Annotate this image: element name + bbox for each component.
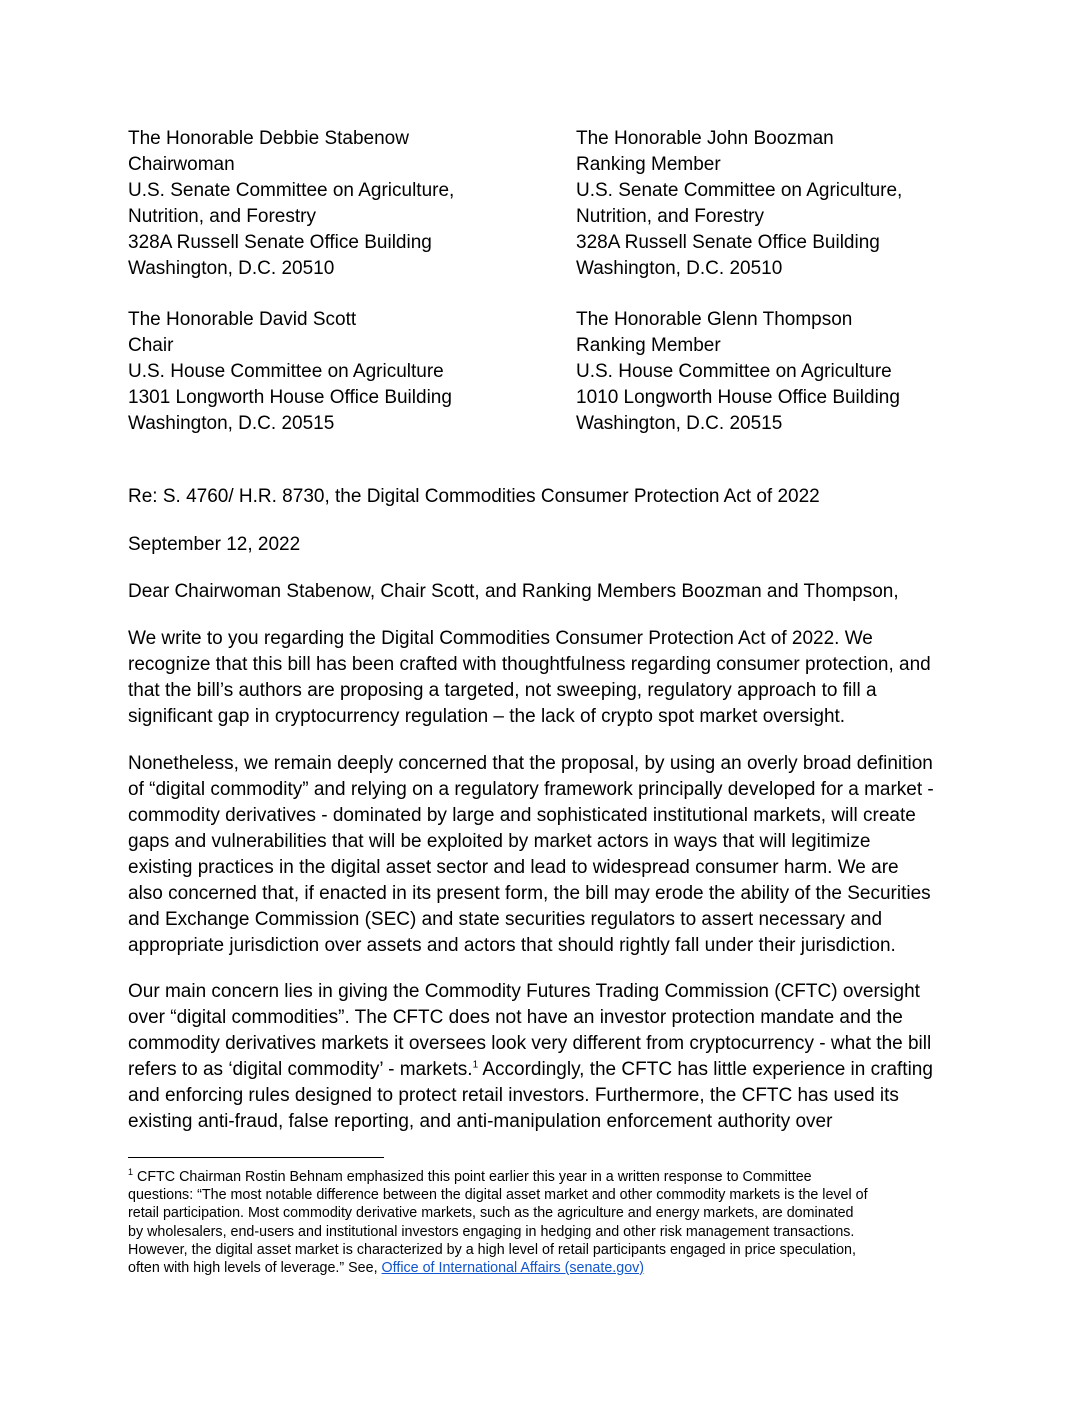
recipient-committee: U.S. Senate Committee on Agriculture, (576, 180, 903, 201)
paragraph-line: appropriate jurisdiction over assets and actors that should rightly fall under their jurisdiction. (128, 935, 896, 956)
footnote-1 (128, 1168, 968, 1277)
recipient-title: Ranking Member (576, 154, 721, 175)
recipient-office: 1301 Longworth House Office Building (128, 387, 452, 408)
paragraph-line: and Exchange Commission (SEC) and state securities regulators to assert necessary and (128, 909, 883, 930)
paragraph-line: commodity derivatives - dominated by large and sophisticated institutional markets, will create (128, 805, 916, 826)
paragraph-line: and enforcing rules designed to protect retail investors. Furthermore, the CFTC has used its (128, 1085, 899, 1106)
recipient-title: Ranking Member (576, 335, 721, 356)
recipient-name: The Honorable Glenn Thompson (576, 309, 853, 330)
paragraph-line: Our main concern lies in giving the Commodity Futures Trading Commission (CFTC) oversight (128, 981, 920, 1002)
recipient-name: The Honorable John Boozman (576, 128, 834, 149)
paragraph-line: recognize that this bill has been crafted with thoughtfulness regarding consumer protection, and (128, 654, 931, 675)
paragraph-line: commodity derivatives markets it oversees look very different from cryptocurrency - what the bill (128, 1033, 932, 1054)
recipient-name: The Honorable Debbie Stabenow (128, 128, 409, 149)
recipient-committee-cont: Nutrition, and Forestry (128, 206, 316, 227)
paragraph-line: gaps and vulnerabilities that will be exploited by market actors in ways that will legitimize (128, 831, 871, 852)
footnote-line: retail participation. Most commodity derivative markets, such as the agriculture and energy markets, are dominated (128, 1205, 854, 1222)
paragraph-line: over “digital commodities”. The CFTC does not have an investor protection mandate and the (128, 1007, 903, 1028)
footnote-number: 1 (128, 1167, 134, 1178)
paragraph-text: Accordingly, the CFTC has little experience in crafting (478, 1059, 933, 1080)
footnote-text: often with high levels of leverage.” See, (128, 1260, 382, 1277)
footnote-line: questions: “The most notable difference between the digital asset market and other commodity markets is the level of (128, 1187, 868, 1204)
recipient-title: Chair (128, 335, 174, 356)
subject-line: Re: S. 4760/ H.R. 8730, the Digital Commodities Consumer Protection Act of 2022 (128, 486, 820, 507)
paragraph-line: of “digital commodity” and relying on a regulatory framework principally developed for a market - (128, 779, 934, 800)
paragraph-line: existing anti-fraud, false reporting, and anti-manipulation enforcement authority over (128, 1111, 833, 1132)
paragraph-line: significant gap in cryptocurrency regulation – the lack of crypto spot market oversight. (128, 706, 846, 727)
recipient-name: The Honorable David Scott (128, 309, 357, 330)
paragraph-text: refers to as ‘digital commodity’ - markets. (128, 1059, 473, 1080)
recipient-office: 328A Russell Senate Office Building (128, 232, 432, 253)
recipient-office: 328A Russell Senate Office Building (576, 232, 880, 253)
footnote-line (128, 1168, 968, 1186)
recipient-city: Washington, D.C. 20510 (576, 258, 783, 279)
paragraph-1 (128, 626, 968, 730)
recipient-address-boozman (576, 126, 902, 282)
paragraph-2 (128, 751, 968, 959)
recipient-committee: U.S. Senate Committee on Agriculture, (128, 180, 455, 201)
paragraph-line (128, 1057, 968, 1083)
paragraph-line: We write to you regarding the Digital Commodities Consumer Protection Act of 2022. We (128, 628, 873, 649)
footnote-text: CFTC Chairman Rostin Behnam emphasized this point earlier this year in a written response to Committee (133, 1169, 812, 1185)
footnote-separator (128, 1157, 384, 1158)
footnote-line (128, 1259, 968, 1277)
recipient-committee-cont: Nutrition, and Forestry (576, 206, 764, 227)
recipient-city: Washington, D.C. 20510 (128, 258, 335, 279)
letter-date: September 12, 2022 (128, 534, 301, 555)
senate-gov-link[interactable]: Office of International Affairs (senate.gov) (381, 1260, 645, 1277)
salutation: Dear Chairwoman Stabenow, Chair Scott, and Ranking Members Boozman and Thompson, (128, 581, 899, 602)
recipient-office: 1010 Longworth House Office Building (576, 387, 900, 408)
paragraph-3 (128, 979, 968, 1135)
recipient-committee: U.S. House Committee on Agriculture (576, 361, 892, 382)
recipient-address-scott (128, 307, 452, 437)
paragraph-line: also concerned that, if enacted in its present form, the bill may erode the ability of the Securities (128, 883, 931, 904)
paragraph-line: that the bill’s authors are proposing a targeted, not sweeping, regulatory approach to fill a (128, 680, 877, 701)
footnote-line: by wholesalers, end-users and institutional investors engaging in hedging and other risk management transactions. (128, 1223, 855, 1240)
recipient-city: Washington, D.C. 20515 (128, 413, 335, 434)
recipient-address-stabenow (128, 126, 454, 282)
recipient-committee: U.S. House Committee on Agriculture (128, 361, 444, 382)
footnote-line: However, the digital asset market is characterized by a high level of retail participants engaged in price speculation, (128, 1241, 856, 1258)
recipient-city: Washington, D.C. 20515 (576, 413, 783, 434)
paragraph-line: Nonetheless, we remain deeply concerned that the proposal, by using an overly broad definition (128, 753, 933, 774)
footnote-reference[interactable]: 1 (472, 1059, 479, 1071)
recipient-title: Chairwoman (128, 154, 235, 175)
recipient-address-thompson (576, 307, 900, 437)
paragraph-line: existing practices in the digital asset sector and lead to widespread consumer harm. We are (128, 857, 899, 878)
